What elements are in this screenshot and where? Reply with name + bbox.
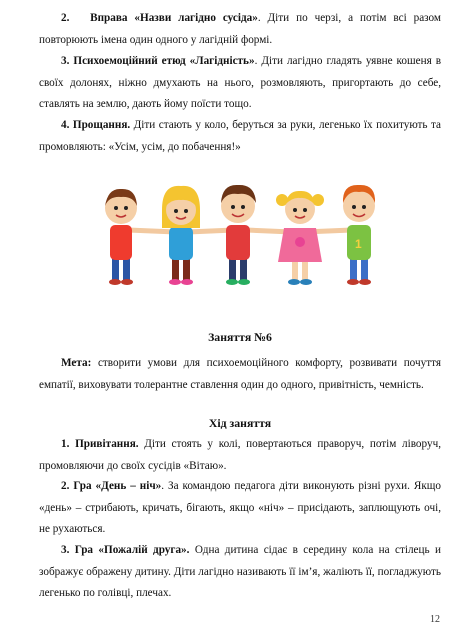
goal-text: створити умови для психоемоційного комфорту, розвивати почуття емпатії, виховувати толерантне ставлення один до одного, привітність, чемність. (39, 357, 441, 391)
step-1-title: 1. Привітання. (61, 438, 139, 450)
lesson-goal (39, 353, 441, 396)
item-3-text: . Діти лагідно гладять уявне кошеня в своїх долонях, ніжно дмухають на нього, розмовляють, пригортають до себе, ставлять на землю, дають йому поїсти тощо. (39, 55, 442, 110)
children-holding-hands-icon (96, 170, 386, 288)
step-1 (39, 434, 441, 477)
step-2 (39, 476, 441, 541)
item-4-number: 4. (61, 119, 70, 131)
page-number: 12 (430, 614, 440, 625)
lesson-heading: Заняття №6 (208, 330, 272, 344)
item-2 (39, 8, 441, 51)
child-3 (221, 185, 256, 285)
step-2-text: . За командою педагога діти виконують різні рухи. Якщо «день» – стрибають, кричать, бігають, якщо «ніч» – присідають, заплющують очі, не рухаються. (39, 480, 441, 535)
child-1 (105, 189, 137, 285)
item-3 (39, 51, 441, 116)
child-4 (276, 191, 324, 285)
child-5 (343, 185, 375, 285)
child-2 (162, 186, 200, 285)
course-heading: Хід заняття (208, 416, 272, 430)
item-4-title: Прощання. (72, 119, 131, 131)
item-2-title: Вправа «Назви лагідно сусіда» (90, 12, 258, 24)
goal-label: Мета: (61, 357, 92, 369)
step-3-title: 3. Гра «Пожалій друга». (61, 544, 190, 556)
item-2-number: 2. (61, 12, 70, 24)
step-3 (39, 540, 441, 605)
step-2-title: 2. Гра «День – ніч» (61, 480, 162, 492)
item-4-text: Діти стають у коло, беруться за руки, легенько їх похитують та промовляють: «Усім, усім, до побачення!» (39, 119, 441, 153)
step-1-text: Діти стоять у колі, повертаються праворуч, потім ліворуч, промовляючи до своїх сусідів «Вітаю». (39, 438, 441, 472)
step-3-text: Одна дитина сідає в середину кола на стілець и зображує ображену дитину. Діти лагідно називають її ім’я, жаліють її, погладжують легенько по голівці, плечах. (39, 544, 441, 599)
item-3-title: Психоемоційний етюд «Лагідність» (73, 55, 255, 67)
item-3-number: 3. (61, 55, 70, 67)
item-2-text: . Діти по черзі, а потім всі разом повторюють імена один одного у лагідній формі. (39, 12, 442, 46)
svg-text:1: 1 (355, 237, 362, 251)
item-4 (39, 115, 441, 158)
